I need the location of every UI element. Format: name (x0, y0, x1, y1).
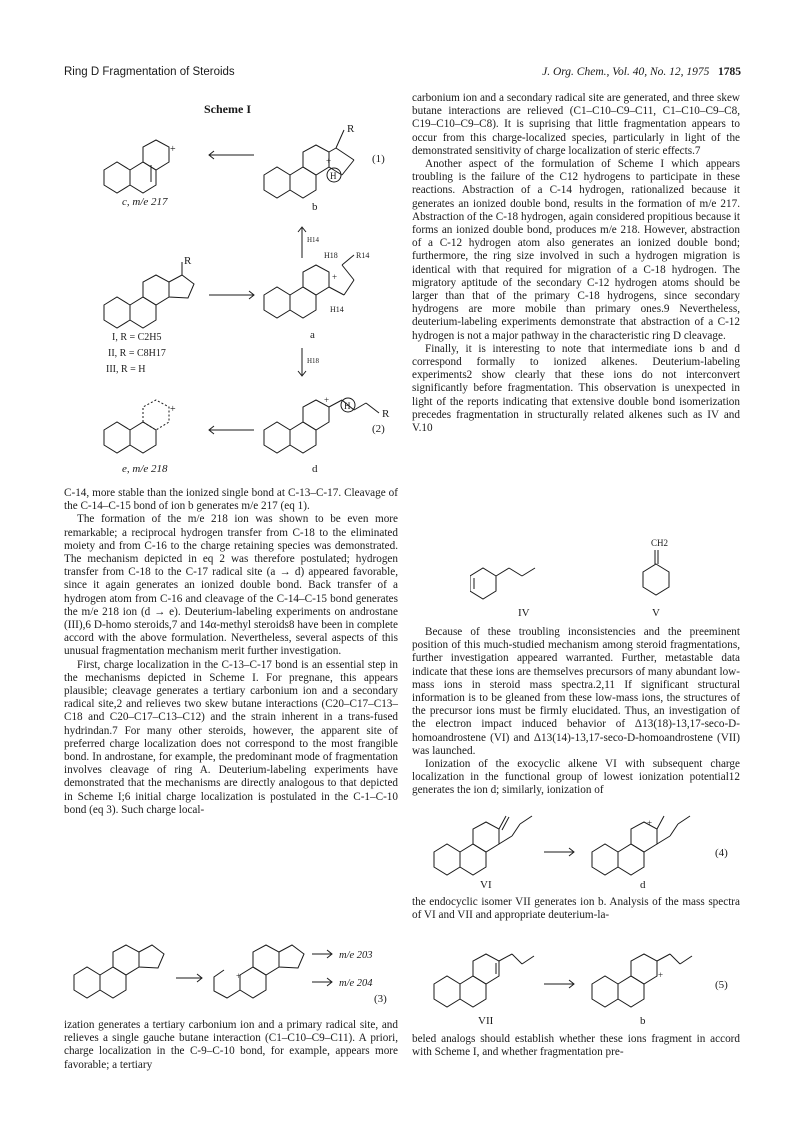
scheme-diagram (64, 110, 400, 480)
svg-text:H14: H14 (307, 236, 320, 244)
eq3-number: (3) (374, 993, 387, 1005)
paragraph: Ionization of the exocyclic alkene VI with subsequent charge localization in the functional group of lowest ionization potential12 generates the ion d; similarly, ionization of (412, 758, 740, 797)
label-iv: IV (518, 607, 530, 619)
svg-text:R: R (347, 123, 355, 135)
journal-citation (542, 66, 741, 78)
eq2-number: (2) (372, 423, 385, 435)
scheme-title: Scheme I (204, 102, 251, 116)
svg-text:R: R (382, 408, 390, 420)
svg-text:+: + (326, 156, 332, 166)
svg-text:H18: H18 (307, 357, 320, 365)
paragraph: First, charge localization in the C-13–C-17 bond is an essential step in the mechanisms depicted in Scheme I. For pregnane, this appears plausible; cleavage generates a tertiary carbonium ion and a secondary radical site,2 and relieves two skew butane interactions (C20–C17–C13–C18 and C20–C17–C13–C12) and the strain inherent in a trans-fused hydrindan.7 For many other steroids, however, the apparent site of preferred charge localization does not correspond to the most frangible bond. In androstane, for example, the predominant mode of fragmentation involves cleavage of ring A. Deuterium-labeling experiments have demonstrated that the mechanisms are directly analogous to that depicted in Scheme I;6 initial charge localization is postulated in the C-1–C-10 bond (eq 3). Such charge local- (64, 658, 398, 816)
right-column-text-2 (412, 626, 740, 798)
compound-1: I, R = C2H5 (112, 332, 162, 343)
paragraph: beled analogs should establish whether these ions fragment in accord with Scheme I, and whether fragmentation pre- (412, 1033, 740, 1059)
compound-2: II, R = C8H17 (108, 348, 166, 359)
label-vi: VI (480, 879, 492, 891)
paragraph: carbonium ion and a secondary radical site are generated, and three skew butane interactions are relieved (C1–C10–C9–C11, C1–C10–C9–C8, C19–C10–C9–C8). It is suprising that little fragmentation appears to occur from this charge-localized species, particularly in light of the demonstrated sensitivity of charge localization of steric effects.7 (412, 92, 740, 157)
journal-name: J. Org. Chem., Vol. 40, No. 12, 1975 (542, 66, 710, 78)
paragraph: Because of these troubling inconsistencies and the preeminent position of this much-studied mechanism among steroid fragmentations, further investigation appeared warranted. Further, metastable data indicate that these ions are themselves precursors of many abundant low-mass ions in steroid mass spectra.2,11 If significant structural information is to be gleaned from these low-mass ions, the structures of the precursor ions must be firmly elucidated. Thus, an investigation of the electron impact induced behavior of Δ13(18)-13,17-seco-D-homoandrostene (VI) and Δ13(14)-13,17-seco-D-homoandrostene (VII) was launched. (412, 626, 740, 757)
svg-text:+: + (170, 404, 176, 415)
paragraph: Another aspect of the formulation of Scheme I which appears troubling is the failure of the C12 hydrogens to participate in these reactions. Abstraction of a C-14 hydrogen, rationalized because it generates an ionized double bond, results in the formation of m/e 217. Abstraction of the C-18 hydrogen, again considered propitious because it forms an ionized double bond, produces m/e 218. However, abstraction of a C-12 hydrogen atom also generates an ionized double bond; furthermore, the ring size involved in such a hydrogen migration is identical with that required for migration of a C-18 hydrogen. The migratory aptitude of the secondary C-12 hydrogen atoms should be larger than that of the primary C-18 hydrogens, since secondary hydrogens are more mobile than primary ones.9 Nevertheless, deuterium-labeling experiments demonstrate that abstraction of a C-12 hydrogen is not a major pathway in the characteristic ring D cleavage. (412, 158, 740, 342)
structure-a (264, 251, 369, 318)
equation-3-diagram (64, 930, 398, 1008)
label-e: e, m/e 218 (122, 463, 168, 475)
label-b-eq5: b (640, 1015, 646, 1027)
svg-text:H14: H14 (330, 305, 344, 314)
svg-text:R14: R14 (356, 251, 370, 260)
equation-4-diagram (412, 810, 740, 892)
eq3-m204: m/e 204 (339, 978, 373, 989)
structure-parent (104, 255, 194, 328)
label-c: c, m/e 217 (122, 196, 168, 208)
svg-text:H: H (344, 401, 351, 411)
eq5-number: (5) (715, 979, 728, 991)
svg-text:+: + (332, 272, 338, 282)
svg-text:+: + (170, 144, 176, 155)
svg-text:+: + (324, 395, 330, 405)
equation-5-diagram (412, 938, 740, 1028)
label-d: d (312, 463, 318, 475)
right-column-mid (412, 896, 740, 922)
page-number: 1785 (718, 66, 741, 78)
paragraph: ization generates a tertiary carbonium ion and a primary radical site, and relieves a single gauche butane interaction (C1–C10–C9–C11). A priori, charge localization in the C-9–C-10 bond, for example, appears more favorable; a tertiary (64, 1019, 398, 1071)
eq3-m203: m/e 203 (339, 950, 373, 961)
eq1-number: (1) (372, 153, 385, 165)
compound-3: III, R = H (106, 364, 146, 375)
svg-text:R: R (184, 255, 192, 267)
svg-text:H18: H18 (324, 251, 338, 260)
left-column-text (64, 487, 398, 817)
svg-text:H: H (330, 171, 337, 181)
label-d-eq4: d (640, 879, 646, 891)
structure-e (104, 400, 176, 453)
svg-text:CH2: CH2 (651, 538, 669, 548)
running-head: Ring D Fragmentation of Steroids (64, 66, 235, 78)
label-a: a (310, 329, 315, 341)
paragraph: The formation of the m/e 218 ion was shown to be even more remarkable; a reciprocal hydrogen transfer from C-18 to the eliminated moiety and from C-16 to the charge retaining species was demonstrated. The mechanism depicted in eq 2 was therefore postulated; hydrogen transfer from C-18 to the C-17 radical site (a → d) appeared favorable, since it again generates an ionized double bond. Back transfer of a hydrogen atom from C-16 and cleavage of the C-14–C-15 bond generates the m/e 218 ion (d → e). Deuterium-labeling experiments on androstane (III),6 D-homo steroids,7 and 14α-methyl steroids8 have been in complete accord with the above formulation. Nevertheless, several aspects of this unusual fragmentation mechanism merit further investigation. (64, 513, 398, 658)
paragraph: C-14, more stable than the ionized single bond at C-13–C-17. Cleavage of the C-14–C-15 bond of ion b generates m/e 217 (eq 1). (64, 487, 398, 513)
label-vii: VII (478, 1015, 494, 1027)
structure-b (264, 123, 355, 198)
left-column-bottom (64, 1019, 398, 1072)
svg-text:+: + (236, 971, 242, 981)
structures-iv-v (470, 538, 700, 620)
label-v: V (652, 607, 660, 619)
paragraph: Finally, it is interesting to note that intermediate ions b and d correspond formally to ionized alkenes. Deuterium-labeling experiments2 show clearly that these ions do not interconvert significantly before fragmentation. This observation is unexpected in light of the reports indicating that extensive double bond isomerization precedes fragmentation in structurally related alkenes such as IV and V.10 (412, 342, 740, 435)
right-column-bottom (412, 1033, 740, 1059)
label-b: b (312, 201, 318, 213)
right-column-text (412, 92, 740, 435)
svg-text:+: + (658, 970, 664, 980)
svg-text:+: + (647, 818, 653, 828)
structure-c (104, 140, 176, 193)
eq4-number: (4) (715, 847, 728, 859)
paragraph: the endocyclic isomer VII generates ion b. Analysis of the mass spectra of VI and VII and appropriate deuterium-la- (412, 896, 740, 922)
